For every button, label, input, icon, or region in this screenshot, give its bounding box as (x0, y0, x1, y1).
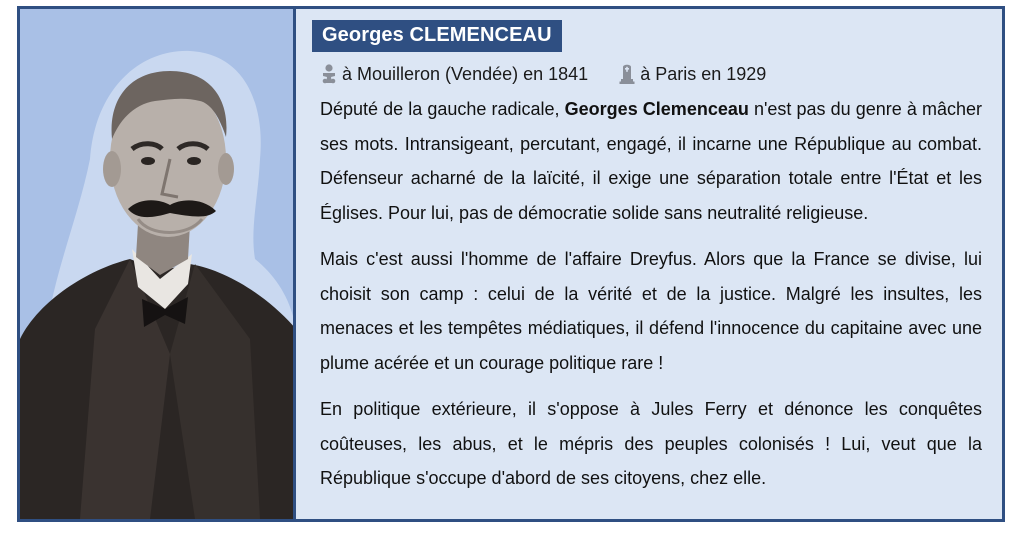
paragraph-1-body: n'est pas du genre à mâcher ses mots. Intransigeant, percutant, engagé, il incarne une République au combat. Défenseur acharné de la laïcité, il exige une séparation totale entre l'État et les Églises. Pour lui, pas de démocratie solide sans neutralité religieuse. (320, 99, 983, 223)
tombstone-icon (618, 64, 636, 84)
birth-info: à Mouilleron (Vendée) en 1841 (342, 63, 589, 84)
biography-paragraph-3: En politique extérieure, il s'oppose à Jules Ferry et dénonce les conquêtes coûteuses, les abus, et le mépris des peuples colonisés ! Lui, veut que la République s'occupe d'abord de ses citoyens, chez elle. (320, 399, 982, 488)
person-name-title: Georges CLEMENCEAU (312, 20, 562, 52)
biography-paragraph-2: Mais c'est aussi l'homme de l'affaire Dreyfus. Alors que la France se divise, lui choisit son camp : celui de la vérité et de la justice. Malgré les insultes, les menaces et les tempêtes médiatiques, il défend l'innocence du capitaine avec une plume acérée et un courage politique rare ! (320, 249, 982, 373)
biography-content (312, 20, 988, 496)
portrait-photo (20, 9, 296, 519)
paragraph-1-intro: Député de la gauche radicale, (320, 99, 565, 119)
biography-paragraph-1 (312, 92, 988, 230)
portrait-illustration (20, 9, 296, 519)
paragraph-1-name: Georges Clemenceau (564, 99, 749, 119)
baby-icon (320, 64, 338, 84)
death-info: à Paris en 1929 (640, 63, 767, 84)
life-dates (312, 62, 988, 86)
